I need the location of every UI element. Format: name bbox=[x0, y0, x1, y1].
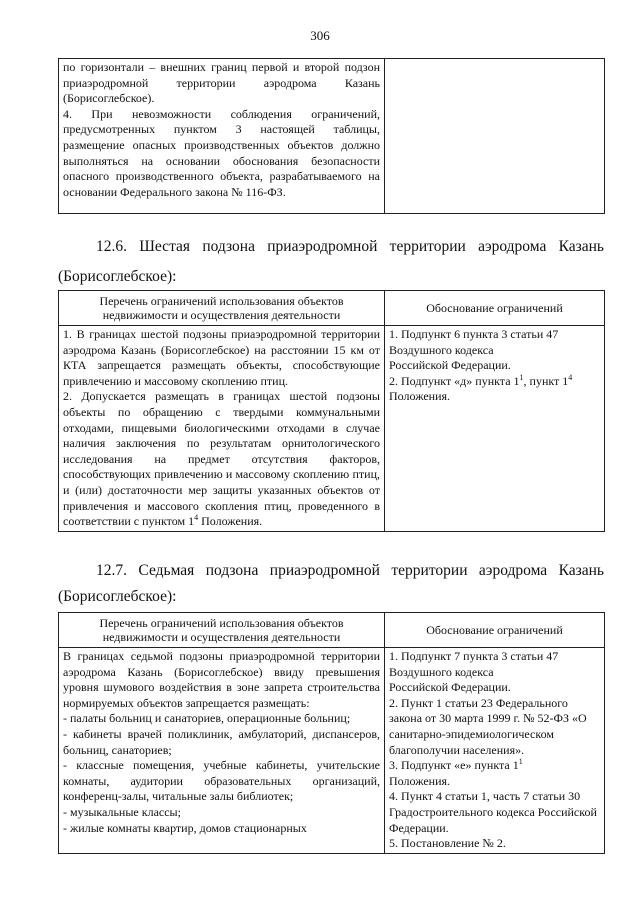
table-row bbox=[59, 59, 605, 214]
justification-line bbox=[389, 374, 600, 390]
paragraph: по горизонтали – внешних границ первой и второй подзон приаэродромной территории аэродрома Казань (Борисоглебское). bbox=[63, 60, 380, 106]
col-justification-header: Обоснование ограничений bbox=[385, 291, 605, 326]
text-span: , пункт 1 bbox=[523, 373, 569, 388]
list-item: - палаты больниц и санаториев, операционные больниц; bbox=[63, 711, 351, 726]
justification-line: Воздушного кодекса bbox=[389, 664, 494, 679]
paragraph: В границах седьмой подзоны приаэродромной территории аэродрома Казань (Борисоглебское) ввиду превышения уровня шумового воздействия в зоне запрета строительства нормируемых объектов запрещается размещать: bbox=[63, 649, 380, 710]
section-6-table bbox=[58, 290, 605, 532]
paragraph-end: Положения. bbox=[198, 514, 263, 529]
text-span: 2. Подпункт «д» пункта 1 bbox=[389, 373, 520, 388]
justification-cell bbox=[385, 648, 605, 854]
col-justification-header: Обоснование ограничений bbox=[385, 613, 605, 648]
list-item: - жилые комнаты квартир, домов стационарных bbox=[63, 820, 307, 835]
superscript: 4 bbox=[194, 513, 199, 523]
list-item: - классные помещения, учебные кабинеты, учительские комнаты, аудитории образовательных организаций, конференц-залы, читальные залы библиотек; bbox=[63, 758, 380, 804]
justification-line: Положения. bbox=[389, 389, 451, 404]
justification-cell bbox=[385, 59, 605, 214]
section-7-table bbox=[58, 612, 605, 854]
paragraph bbox=[63, 389, 380, 529]
page-number: 306 bbox=[310, 28, 330, 43]
justification-line bbox=[389, 758, 600, 774]
list-item: - кабинеты врачей поликлиник, амбулаторий, диспансеров, больниц, санаториев; bbox=[63, 726, 380, 757]
justification-cell bbox=[385, 326, 605, 532]
restrictions-cell bbox=[59, 59, 385, 214]
paragraph: 4. При невозможности соблюдения ограничений, предусмотренных пунктом 3 настоящей таблицы, размещение опасных производственных объектов должно выполняться на основании обоснования безопасности опасного производственного объекта, разрабатываемого на основании Федерального закона № 116-ФЗ. bbox=[63, 106, 380, 199]
justification-line: Воздушного кодекса bbox=[389, 342, 494, 357]
justification-line: 1. Подпункт 7 пункта 3 статьи 47 bbox=[389, 649, 559, 663]
paragraph-text: 2. Допускается размещать в границах шестой подзоны объекты по обращению с твердыми коммунальными отходами, пищевыми биологическими отходами в случае наличия заключения по результатам орнитологического исследования на предмет отсутствия факторов, способствующих привлечению и массовому скоплению птиц, и (или) достаточности мер защиты указанных объектов от привлечения и массового скопления птиц, проведенного в соответствии с пунктом 1 bbox=[63, 389, 380, 529]
justification-line: 5. Постановление № 2. bbox=[389, 836, 506, 851]
top-table bbox=[58, 58, 605, 214]
col-restrictions-header: Перечень ограничений использования объектов недвижимости и осуществления деятельности bbox=[59, 291, 385, 326]
superscript: 1 bbox=[518, 757, 523, 767]
superscript: 1 bbox=[519, 372, 524, 382]
col-restrictions-header: Перечень ограничений использования объектов недвижимости и осуществления деятельности bbox=[59, 613, 385, 648]
justification-line: Российской Федерации. bbox=[389, 358, 511, 373]
table-row bbox=[59, 648, 605, 854]
paragraph: 1. В границах шестой подзоны приаэродромной территории аэродрома Казань (Борисоглебское) на расстоянии 15 км от КТА запрещается размещать объекты, способствующие привлечению и массовому скоплению птиц. bbox=[63, 327, 380, 388]
table-row bbox=[59, 326, 605, 532]
justification-line: 2. Пункт 1 статьи 23 Федерального закона от 30 марта 1999 г. № 52-ФЗ «О санитарно-эпидемиологическом благополучии населения». bbox=[389, 695, 587, 757]
section-6-heading: 12.6. Шестая подзона приаэродромной территории аэродрома Казань bbox=[96, 238, 604, 255]
section-7-heading-cont: (Борисоглебское): bbox=[58, 588, 177, 605]
restrictions-cell bbox=[59, 648, 385, 854]
justification-line: 4. Пункт 4 статьи 1, часть 7 статьи 30 Градостроительного кодекса Российской Федерации. bbox=[389, 789, 597, 835]
section-7-heading: 12.7. Седьмая подзона приаэродромной территории аэродрома Казань bbox=[96, 562, 604, 579]
list-item: - музыкальные классы; bbox=[63, 804, 181, 819]
justification-line: Положения. bbox=[389, 773, 451, 788]
justification-line: Российской Федерации. bbox=[389, 680, 511, 695]
justification-line: 1. Подпункт 6 пункта 3 статьи 47 bbox=[389, 327, 559, 341]
table-header-row bbox=[59, 291, 605, 326]
text-span: 3. Подпункт «е» пункта 1 bbox=[389, 758, 519, 773]
section-6-heading-cont: (Борисоглебское): bbox=[58, 268, 177, 285]
table-header-row bbox=[59, 613, 605, 648]
restrictions-cell bbox=[59, 326, 385, 532]
superscript: 4 bbox=[568, 372, 573, 382]
